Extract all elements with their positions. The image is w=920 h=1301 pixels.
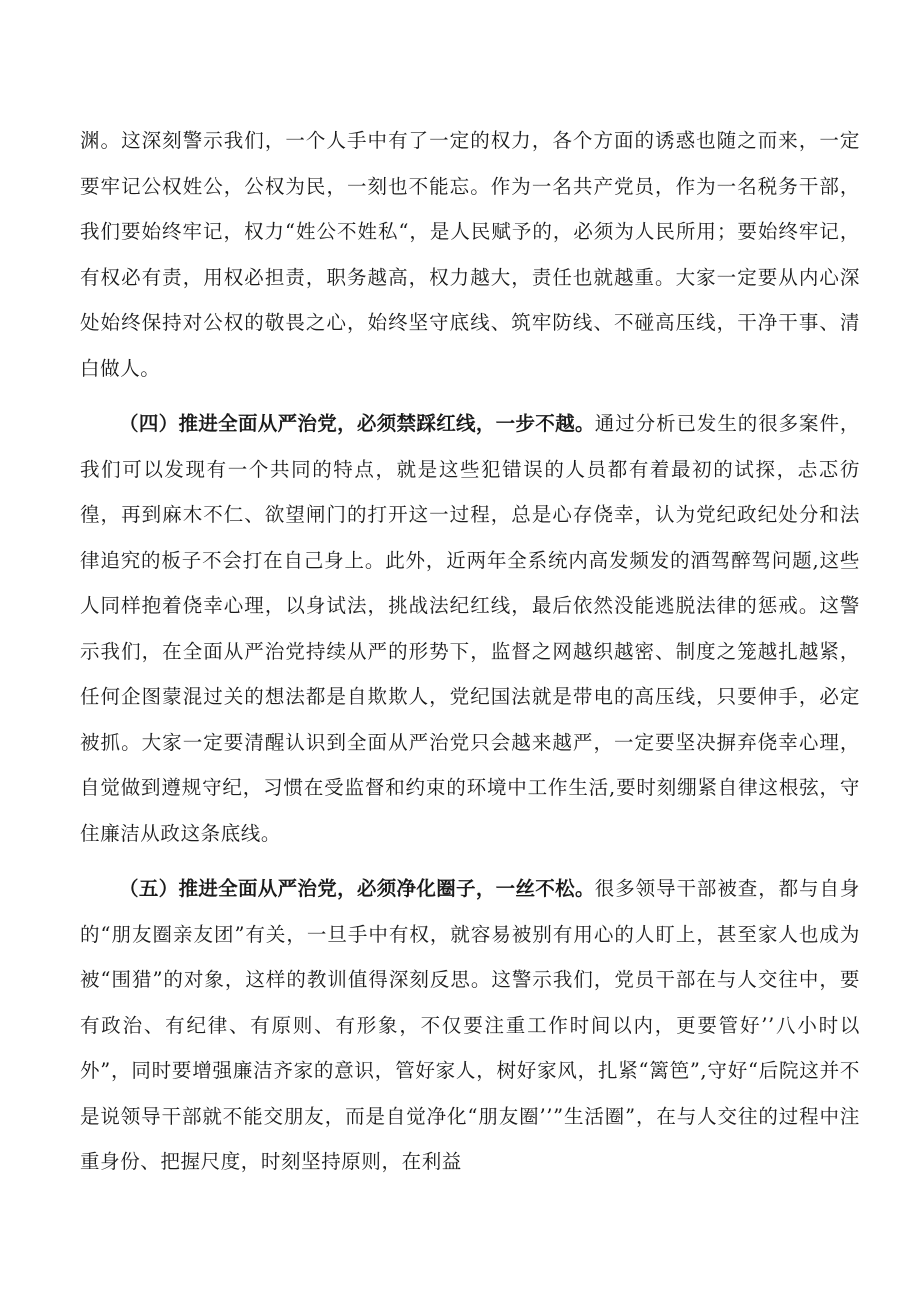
paragraph-continuation: [80, 118, 860, 391]
section-heading: （五）推进全面从严治党，必须净化圈子，一丝不松。: [119, 877, 595, 900]
paragraph-body: 渊。这深刻警示我们，一个人手中有了一定的权力，各个方面的诱惑也随之而来，一定要牢记公权姓公，公权为民，一刻也不能忘。作为一名共产党员，作为一名税务干部，我们要始终牢记，权力“姓公不姓私“，是人民赋予的，必须为人民所用；要始终牢记，有权必有责，用权必担责，职务越高，权力越大，责任也就越重。大家一定要从内心深处始终保持对公权的敬畏之心，始终坚守底线、筑牢防线、不碰高压线，干净干事、清白做人。: [80, 129, 860, 380]
paragraph-body: 通过分析已发生的很多案件，我们可以发现有一个共同的特点，就是这些犯错误的人员都有着最初的试探，忐忑彷徨，再到麻木不仁、欲望闸门的打开这一过程，总是心存侥幸，认为党纪政纪处分和法律追究的板子不会打在自己身上。此外，近两年全系统内高发频发的酒驾醉驾问题,这些人同样抱着侥幸心理，以身试法，挑战法纪红线，最后依然没能逃脱法律的惩戒。这警示我们，在全面从严治党持续从严的形势下，监督之网越织越密、制度之笼越扎越紧，任何企图蒙混过关的想法都是自欺欺人，党纪国法就是带电的高压线，只要伸手，必定被抓。大家一定要清醒认识到全面从严治党只会越来越严，一定要坚决摒弃侥幸心理，自觉做到遵规守纪，习惯在受监督和约束的环境中工作生活,要时刻绷紧自律这根弦，守住廉洁从政这条底线。: [80, 412, 860, 845]
paragraph-body: 很多领导干部被查，都与自身的“朋友圈亲友团”有关，一旦手中有权，就容易被别有用心的人盯上，甚至家人也成为被“围猎”的对象，这样的教训值得深刻反思。这警示我们，党员干部在与人交往中，要有政治、有纪律、有原则、有形象，不仅要注重工作时间以内，更要管好’’八小时以外”，同时要增强廉洁齐家的意识，管好家人，树好家风，扎紧“篱笆”,守好“后院这并不是说领导干部就不能交朋友，而是自觉净化“朋友圈’’”生活圈”，在与人交往的过程中注重身份、把握尺度，时刻坚持原则，在利益: [80, 877, 860, 1173]
paragraph-section-five: [80, 866, 860, 1185]
paragraph-section-four: [80, 401, 860, 856]
document-page: [80, 118, 860, 1185]
section-heading: （四）推进全面从严治党，必须禁踩红线，一步不越。: [119, 412, 595, 435]
